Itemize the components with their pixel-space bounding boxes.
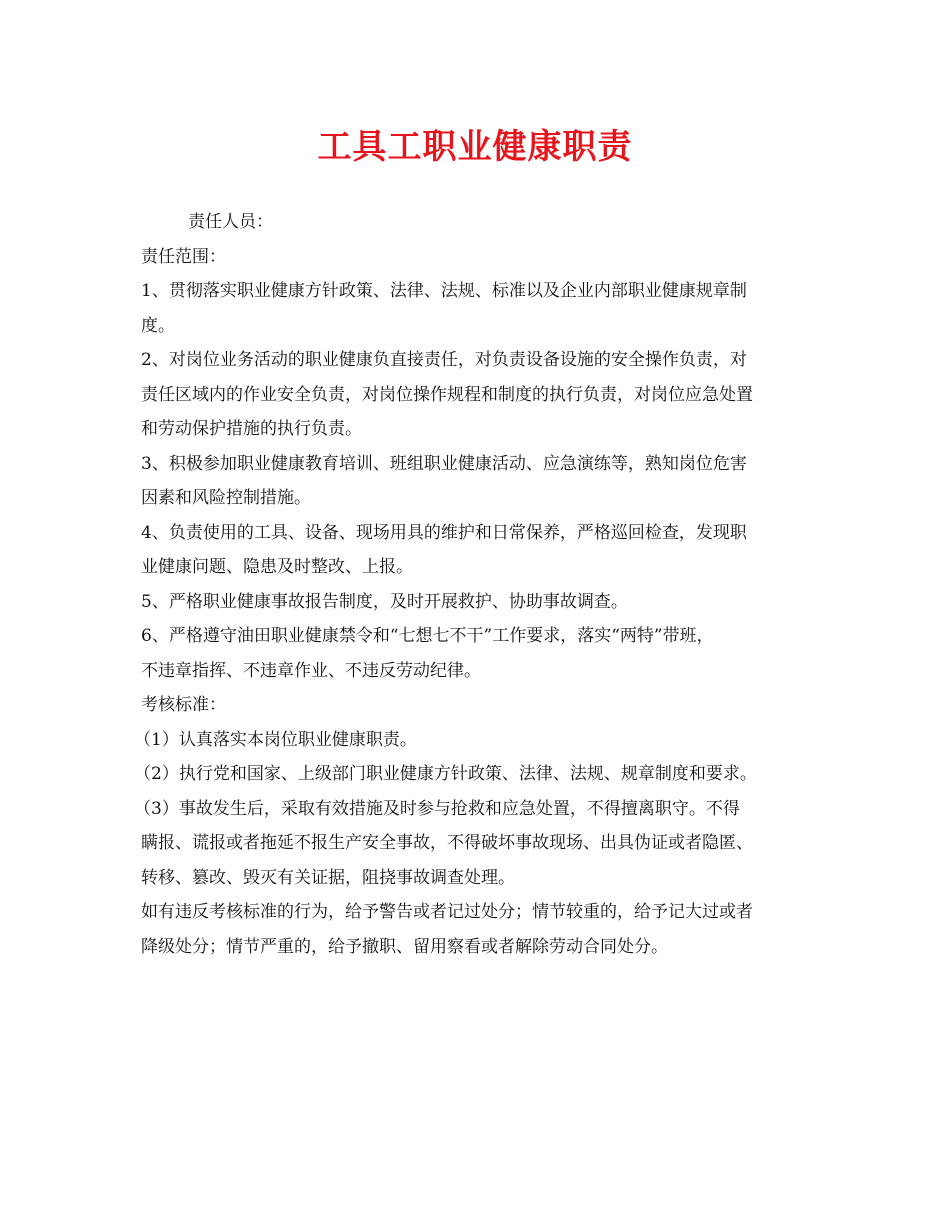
paragraph-line: 度。 <box>141 315 175 336</box>
paragraph-line: 5、严格职业健康事故报告制度，及时开展救护、协助事故调查。 <box>141 591 628 612</box>
responsibility-scope-heading: 责任范围： <box>141 246 226 267</box>
paragraph-line: 不违章指挥、不违章作业、不违反劳动纪律。 <box>141 660 481 681</box>
paragraph-line: 因素和风险控制措施。 <box>141 488 311 508</box>
assessment-standard-heading: 考核标准： <box>141 695 226 715</box>
responsible-person-line: 责任人员： <box>188 212 273 232</box>
document-title: 工具工职业健康职责 <box>317 127 633 167</box>
paragraph-line: 3、积极参加职业健康教育培训、班组职业健康活动、应急演练等，熟知岗位危害 <box>141 453 747 474</box>
paragraph-line: 和劳动保护措施的执行负责。 <box>141 419 362 439</box>
paragraph-line: 业健康问题、隐患及时整改、上报。 <box>141 557 413 577</box>
penalty-line: 如有违反考核标准的行为，给予警告或者记过处分；情节较重的，给予记大过或者 <box>141 902 753 922</box>
paragraph-line: 转移、篡改、毁灭有关证据，阻挠事故调查处理。 <box>141 867 515 888</box>
paragraph-line: 责任区域内的作业安全负责，对岗位操作规程和制度的执行负责，对岗位应急处置 <box>141 384 753 405</box>
paragraph-line: 6、严格遵守油田职业健康禁令和“七想七不干”工作要求，落实“两特”带班， <box>141 626 714 646</box>
paragraph-line: 4、负责使用的工具、设备、现场用具的维护和日常保养，严格巡回检查，发现职 <box>141 522 747 543</box>
assessment-item: （2）执行党和国家、上级部门职业健康方针政策、法律、法规、规章制度和要求。 <box>134 764 757 784</box>
paragraph-line: 瞒报、谎报或者拖延不报生产安全事故，不得破坏事故现场、出具伪证或者隐匿、 <box>141 833 753 853</box>
paragraph-line: 2、对岗位业务活动的职业健康负直接责任，对负责设备设施的安全操作负责，对 <box>141 350 747 370</box>
penalty-line: 降级处分；情节严重的，给予撤职、留用察看或者解除劳动合同处分。 <box>141 936 668 957</box>
document-body <box>134 205 817 964</box>
paragraph-line: 1、贯彻落实职业健康方针政策、法律、法规、标准以及企业内部职业健康规章制 <box>141 281 747 301</box>
assessment-item: （3）事故发生后，采取有效措施及时参与抢救和应急处置，不得擅离职守。不得 <box>134 798 740 819</box>
assessment-item: （1）认真落实本岗位职业健康职责。 <box>134 729 417 750</box>
